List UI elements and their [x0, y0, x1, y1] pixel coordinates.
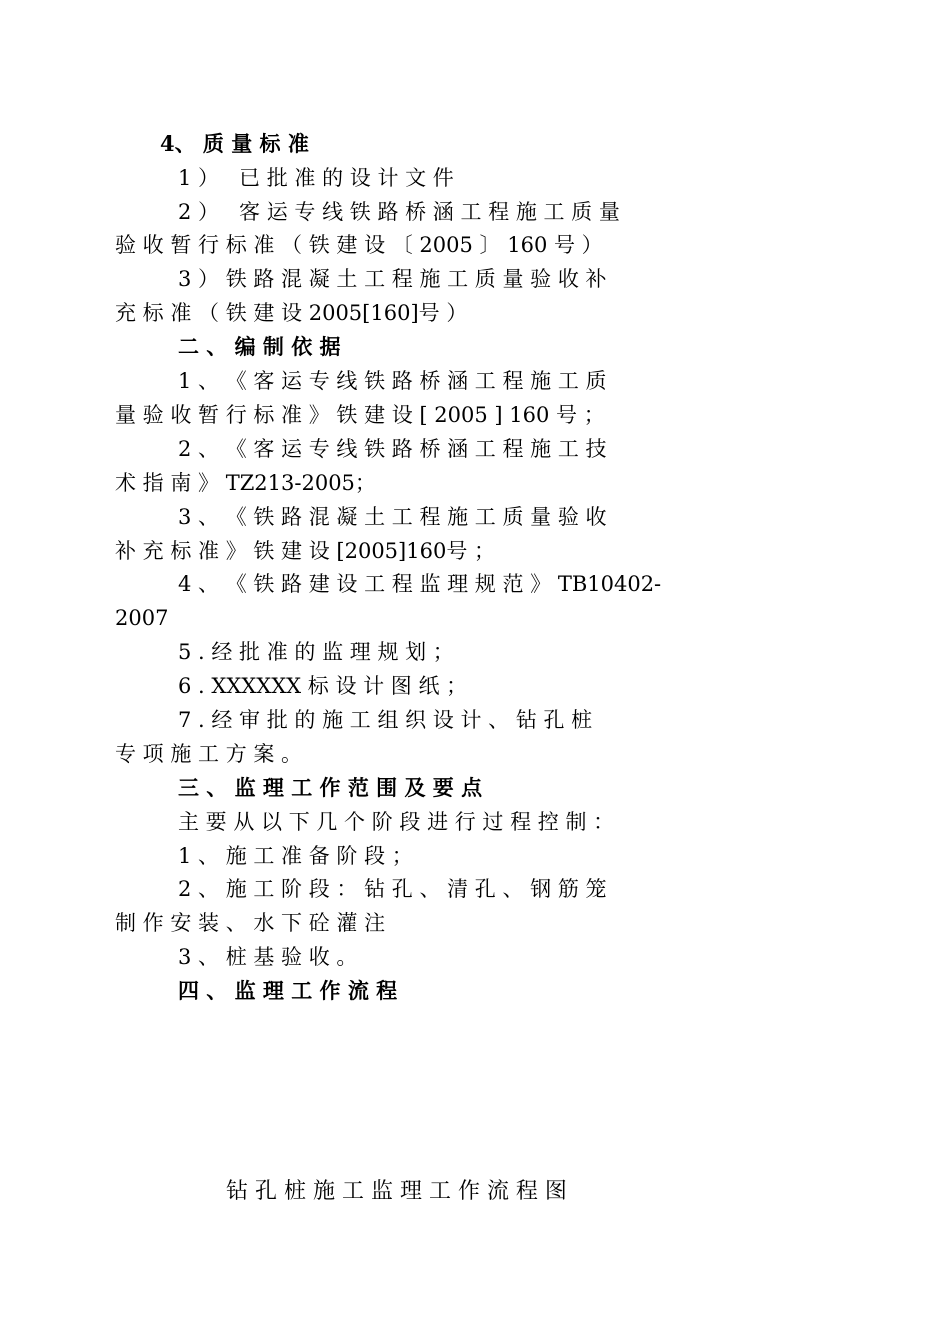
paragraph-line: 5 . 经 批 准 的 监 理 规 划 ；	[178, 640, 454, 664]
paragraph-line: 3 、 桩 基 验 收 。	[178, 945, 358, 969]
paragraph-line: 量 验 收 暂 行 标 准 》 铁 建 设 [ 2005 ] 160 号 ；	[115, 403, 605, 427]
paragraph-line: 补 充 标 准 》 铁 建 设 [2005]160号 ；	[115, 539, 495, 563]
section-heading-quality-standard: 4、 质 量 标 准	[160, 131, 309, 156]
paragraph-line: 2 、 《 客 运 专 线 铁 路 桥 涵 工 程 施 工 技	[178, 437, 607, 461]
paragraph-line: 2 ） 客 运 专 线 铁 路 桥 涵 工 程 施 工 质 量	[178, 200, 620, 224]
paragraph-line: 2007	[115, 606, 169, 630]
paragraph-line: 专 项 施 工 方 案 。	[115, 742, 303, 766]
paragraph-line: 3 、 《 铁 路 混 凝 土 工 程 施 工 质 量 验 收	[178, 505, 607, 529]
paragraph-line: 验 收 暂 行 标 准 （ 铁 建 设 〔 2005 〕 160 号 ）	[115, 233, 603, 257]
paragraph-line: 6 . XXXXXX 标 设 计 图 纸 ；	[178, 674, 468, 698]
paragraph-line: 1 ） 已 批 准 的 设 计 文 件	[178, 166, 454, 190]
paragraph-line: 制 作 安 装 、 水 下 砼 灌 注	[115, 911, 386, 935]
paragraph-line: 7 . 经 审 批 的 施 工 组 织 设 计 、 钻 孔 桩	[178, 708, 593, 732]
paragraph-line: 充 标 准 （ 铁 建 设 2005[160]号 ）	[115, 301, 468, 325]
flowchart-caption: 钻 孔 桩 施 工 监 理 工 作 流 程 图	[226, 1179, 567, 1204]
paragraph-line: 1 、 《 客 运 专 线 铁 路 桥 涵 工 程 施 工 质	[178, 369, 607, 393]
section-heading-basis: 二 、 编 制 依 据	[178, 334, 341, 359]
paragraph-line: 主 要 从 以 下 几 个 阶 段 进 行 过 程 控 制 ：	[178, 810, 615, 834]
paragraph-line: 4 、 《 铁 路 建 设 工 程 监 理 规 范 》 TB10402-	[178, 572, 662, 596]
paragraph-line: 3 ） 铁 路 混 凝 土 工 程 施 工 质 量 验 收 补	[178, 267, 607, 291]
paragraph-line: 2 、 施 工 阶 段 ： 钻 孔 、 清 孔 、 钢 筋 笼	[178, 877, 607, 901]
paragraph-line: 术 指 南 》 TZ213-2005；	[115, 471, 376, 495]
section-heading-scope: 三 、 监 理 工 作 范 围 及 要 点	[178, 775, 483, 800]
section-heading-workflow: 四 、 监 理 工 作 流 程	[178, 978, 398, 1003]
paragraph-line: 1 、 施 工 准 备 阶 段 ；	[178, 844, 413, 868]
